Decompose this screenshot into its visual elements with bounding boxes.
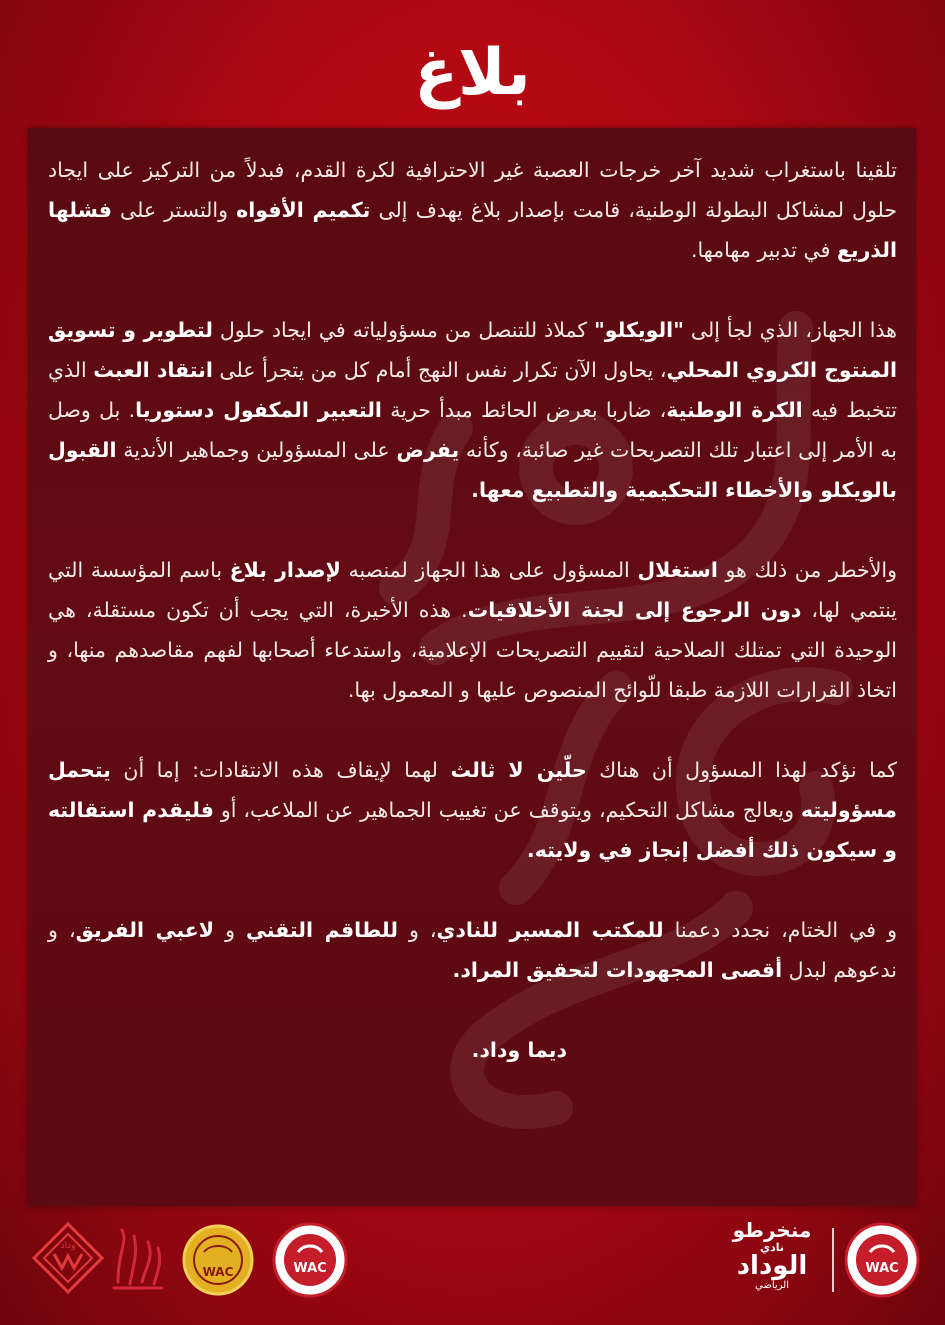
body-text: ويعالج مشاكل التحكيم، ويتوقف عن تغييب الجماهير عن الملاعب، أو [213,798,801,822]
brand-line-4: الرياضي [755,1280,789,1291]
wac-club-badge [842,1220,922,1300]
emphasis-text: انتقاد العبث [93,358,213,382]
emphasis-text: أقصى المجهودات لتحقيق المراد. [452,958,783,982]
brand-divider [832,1228,834,1292]
svg-text:WAC: WAC [293,1261,327,1276]
paragraph-3 [48,550,897,710]
emphasis-text: التعبير المكفول دستوريا [135,398,382,422]
svg-text:وداد: وداد [60,1241,76,1251]
body-text: الذي تتخبط فيه [48,358,897,422]
body-text: المسؤول على هذا الجهاز لمنصبه [340,558,638,582]
body-text: ، يحاول الآن تكرار نفس النهج أمام كل من يتجرأ على [212,358,667,382]
emphasis-text: الكرة الوطنية [666,398,803,422]
body-text: ، و [397,918,437,942]
emphasis-text: حلّين لا ثالث [450,758,587,782]
page-title: بلاغ [414,36,531,110]
emphasis-text: للطاقم التقني [246,918,398,942]
emphasis-text: دون الرجوع إلى لجنة الأخلاقيات [467,598,802,622]
emphasis-text: للمكتب المسير للنادي [436,918,664,942]
body-text: كملاذ للتنصل من مسؤولياته في ايجاد حلول [212,318,595,342]
wydad-calligraphy-logo [108,1222,168,1294]
body-text: لهما لإيقاف هذه الانتقادات: إما أن [110,758,451,782]
brand-line-3: الوداد [736,1251,808,1281]
body-text: . هذه الأخيرة، التي يجب أن تكون مستقلة، هي الوحيدة التي تمتلك الصلاحية لتقييم التصريحات الإعلامية، واستدعاء أصحابها لفهم مقاصدهم منها، و اتخاذ القرارات اللازمة طبقا للّوائح المنصوص عليها و المعمول بها. [48,598,897,702]
brand-line-2: نادي [760,1241,784,1254]
statement-body [48,150,897,1070]
emphasis-text: فشلها الذريع [48,198,897,262]
wac-crest-badge [270,1220,350,1300]
emphasis-text: يفرض [396,438,460,462]
emphasis-text: القبول بالويكلو والأخطاء التحكيمية والتطبيع معها. [48,438,897,502]
paragraph-1 [48,150,897,270]
closing-line: ديما وداد. [471,1038,567,1062]
body-text: باسم المؤسسة التي ينتمي لها، [48,558,898,622]
body-text: والأخطر من ذلك هو [717,558,898,582]
body-text: في تدبير مهامها. [690,238,837,262]
brand-line-1: منخرطو [732,1218,812,1242]
body-text: ، و ندعوهم لبدل [48,918,897,982]
body-text: و [214,918,247,942]
emphasis-text: لتطوير و تسويق المنتوج الكروي المحلي [48,318,897,382]
paragraph-4 [48,750,897,870]
paragraph-2 [48,310,897,510]
emphasis-text: لاعبي الفريق [75,918,215,942]
body-text: والتستر على [111,198,237,222]
members-brand-logo [722,1220,822,1302]
wac-gold-badge [180,1222,256,1298]
body-text: على المسؤولين وجماهير الأندية [116,438,397,462]
footer-logos [0,1212,945,1312]
body-text: و في الختام، نجدد دعمنا [663,918,897,942]
emphasis-text: يتحمل مسؤوليته [48,758,897,822]
body-text: تلقينا باستغراب شديد آخر خرجات العصبة غير الاحترافية لكرة القدم، فبدلاً من التركيز على ايجاد حلول لمشاكل البطولة الوطنية، قامت بإصدار بلاغ يهدف إلى [48,158,897,222]
body-text: ، ضاربا بعرض الحائط مبدأ حرية [381,398,667,422]
emphasis-text: "الويكلو" [594,318,684,342]
body-text: كما نؤكد لهذا المسؤول أن هناك [586,758,898,782]
paragraph-5 [48,910,897,990]
emphasis-text: استغلال [637,558,718,582]
wydad-diamond-logo [30,1220,106,1296]
svg-text:WAC: WAC [865,1261,899,1276]
body-text: هذا الجهاز، الذي لجأ إلى [683,318,897,342]
body-text: . بل وصل به الأمر إلى اعتبار تلك التصريحات غير صائبة، وكأنه [48,398,898,462]
emphasis-text: تكميم الأفواه [236,198,371,222]
emphasis-text: لإصدار بلاغ [229,558,341,582]
svg-text:WAC: WAC [202,1265,234,1279]
emphasis-text: فليقدم استقالته و سيكون ذلك أفضل إنجاز في ولايته. [48,798,897,862]
